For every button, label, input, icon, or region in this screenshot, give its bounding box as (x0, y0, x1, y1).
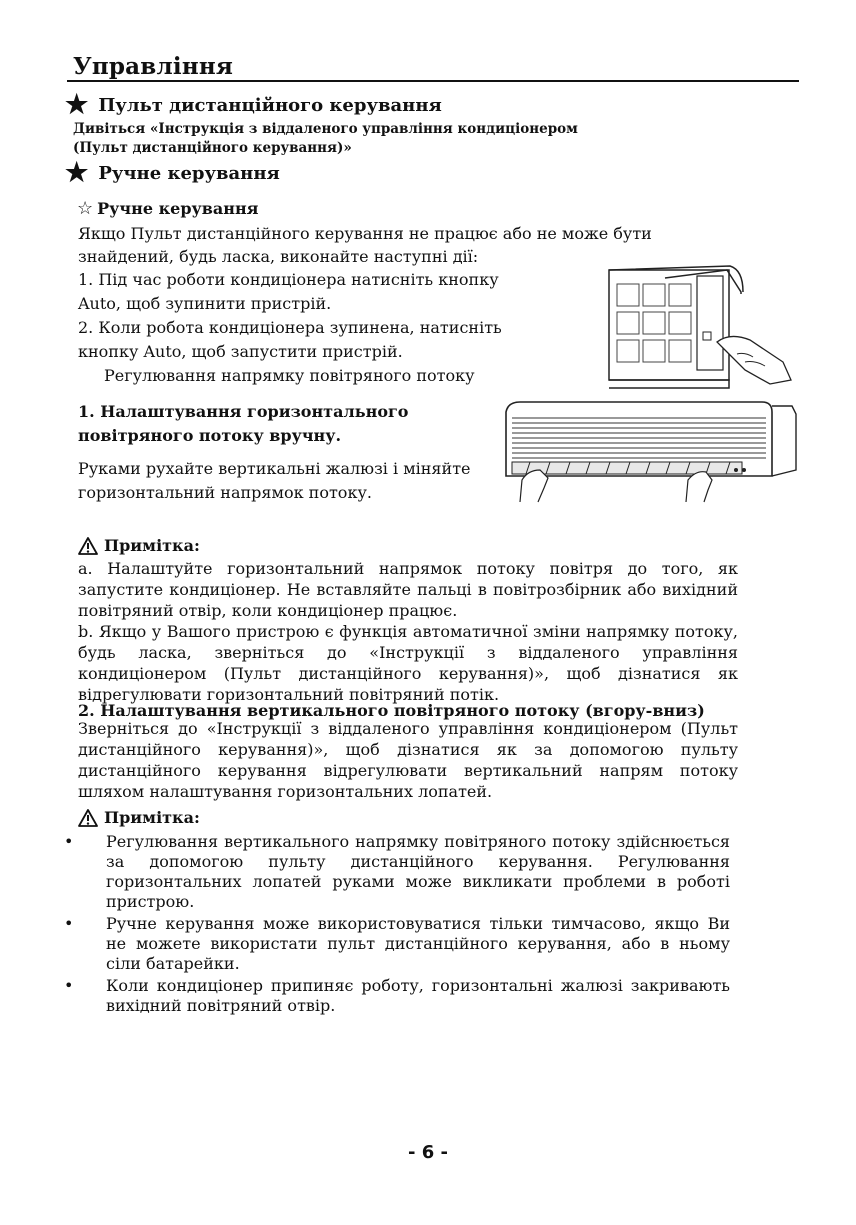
note2-label: Примітка: (104, 808, 200, 827)
note2-heading (78, 808, 200, 827)
horizontal-heading-line-2: повітряного потоку вручну. (78, 426, 342, 445)
title-rule (67, 80, 799, 82)
vertical-heading: 2. Налаштування вертикального повітряного потоку (вгору-вниз) (78, 701, 705, 720)
horizontal-text-line-1: Руками рухайте вертикальні жалюзі і міняйте (78, 459, 471, 478)
list-item: • Коли кондиціонер припиняє роботу, горизонтальні жалюзі закривають вихідний повітряний отвір. (66, 976, 730, 1016)
warning-icon (78, 537, 98, 555)
vertical-text: Зверніться до «Інструкції з віддаленого управління кондиціонером (Пульт дистанційного керування)», щоб дізнатися як за допомогою пульту дистанційного керування відрегулювати вертикальний напрям потоку шляхом налаштування горизонтальних лопатей. (78, 719, 738, 801)
outline-star-icon: ☆ (77, 198, 94, 219)
page-number: - 6 - (408, 1142, 448, 1163)
remote-text-line-1: Дивіться «Інструкція з віддаленого управління кондиціонером (73, 121, 578, 137)
remote-text-line-2: (Пульт дистанційного керування)» (73, 140, 352, 156)
step1-line-1: 1. Під час роботи кондиціонера натисніть кнопку (78, 270, 499, 289)
horizontal-heading-line-1: 1. Налаштування горизонтального (78, 402, 409, 421)
black-star-icon: ★ (65, 90, 89, 120)
step1-line-2: Auto, щоб зупинити пристрій. (78, 294, 332, 313)
auto-button-illustration (605, 262, 795, 392)
remote-heading-text: Пульт дистанційного керування (98, 94, 442, 116)
horizontal-text-line-2: горизонтальний напрямок потоку. (78, 483, 372, 502)
louver-adjust-illustration (500, 398, 800, 506)
manual-section-heading (65, 160, 280, 186)
manual-subheading-text: Ручне керування (97, 199, 259, 218)
remote-section-heading (65, 92, 442, 118)
note1-item-b: b. Якщо у Вашого пристрою є функція автоматичної зміни напрямку потоку, будь ласка, зверніться до «Інструкції з віддаленого управління кондиціонером (Пульт дистанційного керування)», щоб дізнатися як відрегулювати горизонтальний повітряний потік. (78, 622, 738, 704)
note1-item-a: а. Налаштуйте горизонтальний напрямок потоку повітря до того, як запустите кондиціонер. Не вставляйте пальці в повітрозбірник або вихідний повітряний отвір, коли кондиціонер працює. (78, 559, 738, 620)
list-item: • Ручне керування може використовуватися тільки тимчасово, якщо Ви не можете використати пульт дистанційного керування, або в ньому сіли батарейки. (66, 914, 730, 974)
airflow-caption: Регулювання напрямку повітряного потоку (104, 366, 475, 385)
list-item: • Регулювання вертикального напрямку повітряного потоку здійснюється за допомогою пульту дистанційного керування. Регулювання горизонтальних лопатей руками може викликати проблеми в роботі пристрою. (66, 832, 730, 912)
step2-line-2: кнопку Auto, щоб запустити пристрій. (78, 342, 403, 361)
manual-heading-text: Ручне керування (98, 162, 280, 184)
note1-heading (78, 536, 200, 555)
step2-line-1: 2. Коли робота кондиціонера зупинена, натисніть (78, 318, 502, 337)
page-title: Управління (73, 53, 234, 80)
black-star-icon: ★ (65, 158, 89, 188)
warning-icon (78, 809, 98, 827)
note2-bullet-list (66, 832, 730, 1018)
note1-label: Примітка: (104, 536, 200, 555)
manual-subheading (77, 198, 258, 219)
manual-intro: Якщо Пульт дистанційного керування не працює або не може бути знайдений, будь ласка, виконайте наступні дії: (78, 224, 652, 266)
